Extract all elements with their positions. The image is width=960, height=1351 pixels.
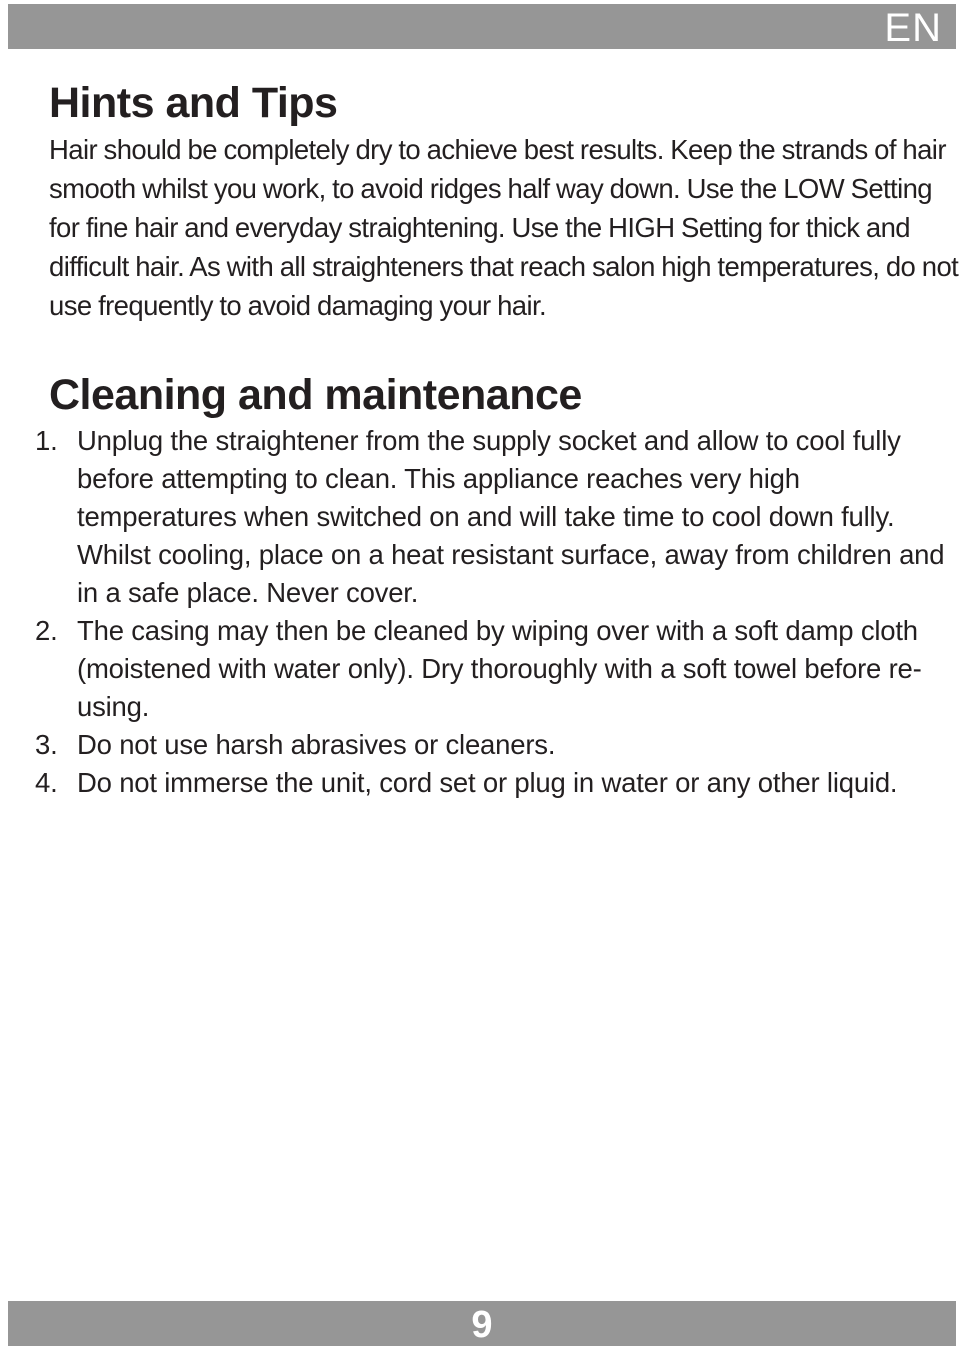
step-number: 1.: [35, 425, 58, 456]
page-number: 9: [471, 1304, 493, 1346]
hints-paragraph: Hair should be completely dry to achieve best results. Keep the strands of hair smooth whilst you work, to avoid ridges half way down. Use the LOW Setting for fine hair and everyday straightening. Use the HIGH Setting for thick and difficult hair. As with all straighteners that reach salon high temperatures, do not use frequently to avoid damaging your hair.: [49, 134, 959, 321]
step-number: 2.: [35, 615, 58, 646]
list-item: [35, 764, 959, 802]
cleaning-title: Cleaning and maintenance: [49, 371, 582, 419]
step-text: The casing may then be cleaned by wiping over with a soft damp cloth (moistened with water only). Dry thoroughly with a soft towel before re-using.: [77, 615, 922, 722]
step-number: 3.: [35, 729, 58, 760]
footer-bar: [8, 1301, 956, 1346]
step-text: Unplug the straightener from the supply socket and allow to cool fully before attempting to clean. This appliance reaches very high temperatures when switched on and will take time to cool down fully. Whilst cooling, place on a heat resistant surface, away from children and in a safe place. Never cover.: [77, 425, 945, 608]
hints-section: [49, 76, 959, 325]
step-text: Do not use harsh abrasives or cleaners.: [77, 729, 556, 760]
hints-title: Hints and Tips: [49, 79, 338, 127]
step-text: Do not immerse the unit, cord set or plug in water or any other liquid.: [77, 767, 898, 798]
cleaning-steps-list: [35, 422, 959, 802]
header-bar: [8, 4, 956, 49]
step-number: 4.: [35, 767, 58, 798]
list-item: [35, 726, 959, 764]
list-item: [35, 612, 959, 726]
list-item: [35, 422, 959, 612]
language-label: EN: [884, 6, 942, 50]
cleaning-section: [35, 368, 945, 802]
